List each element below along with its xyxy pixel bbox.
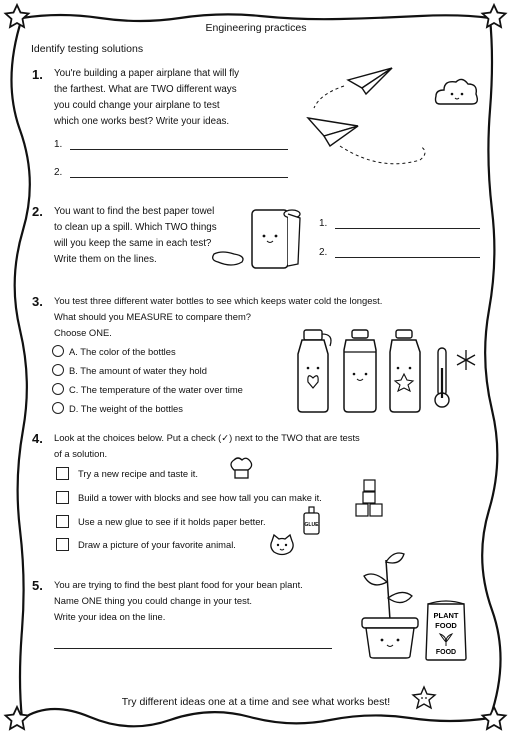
question-5-text: You are trying to find the best plant food for your bean plant. Name ONE thing you could change in your test. Write your idea on the line. [54,579,303,622]
checkbox[interactable] [56,467,69,480]
checkbox[interactable] [56,538,69,551]
cloud-icon [434,76,480,108]
choice-recipe[interactable]: Try a new recipe and taste it. [56,467,198,480]
question-3-number: 3. [32,294,43,309]
glue-bottle-icon [302,506,322,536]
footer-tip: Try different ideas one at a time and see what works best! [121,696,391,708]
question-1-number: 1. [32,67,43,82]
cat-icon [268,533,296,557]
choice-glue[interactable]: Use a new glue to see if it holds paper better. [56,515,266,528]
question-2-answer-1-line[interactable] [335,228,480,229]
glue-label: GLUE [304,522,319,528]
question-1-answer-2-label: 2. [54,167,63,178]
option-c[interactable]: C. The temperature of the water over time [52,383,243,395]
question-5-answer-line[interactable] [54,648,332,649]
bag-label-1: PLANT [433,611,459,620]
chef-hat-icon [228,456,254,482]
checkbox[interactable] [56,491,69,504]
question-5-number: 5. [32,578,43,593]
radio-button[interactable] [52,402,64,414]
question-2-answer-1-label: 1. [319,218,328,229]
page-title: Engineering practices [205,22,307,34]
question-2-answer-2-line[interactable] [335,257,480,258]
bag-label-2: FOOD [435,621,457,630]
question-4-text: Look at the choices below. Put a check (✓) next to the TWO that are tests of a solution. [54,432,360,459]
star-face-icon [412,686,436,710]
question-2-answer-2-label: 2. [319,247,328,258]
question-1-text: You're building a paper airplane that will fly the farthest. What are TWO different ways you could change your airplane to test which one works best? Write your ideas. [54,68,240,127]
bag-label-3: FOOD [435,649,457,656]
potted-plant-icon [356,548,426,662]
radio-button[interactable] [52,383,64,395]
blocks-icon [354,478,386,518]
plant-food-bag-icon [424,598,468,662]
radio-button[interactable] [52,364,64,376]
water-bottles-icon [294,328,484,414]
option-a[interactable]: A. The color of the bottles [52,345,176,357]
radio-button[interactable] [52,345,64,357]
snowflake-icon [457,350,475,370]
option-b[interactable]: B. The amount of water they hold [52,364,207,376]
question-1-answer-2-line[interactable] [70,177,288,178]
question-2-number: 2. [32,204,43,219]
checkbox[interactable] [56,515,69,528]
question-1-answer-1-line[interactable] [70,149,288,150]
question-4-number: 4. [32,431,43,446]
paper-towel-icon [206,206,306,272]
question-2-text: You want to find the best paper towel to clean up a spill. Which TWO things will you keep the same in each test? Write them on the lines. [54,206,217,265]
option-d[interactable]: D. The weight of the bottles [52,402,183,414]
choice-tower[interactable]: Build a tower with blocks and see how tall you can make it. [56,491,322,504]
question-1-answer-1-label: 1. [54,139,63,150]
page-subtitle: Identify testing solutions [31,43,144,55]
choice-draw[interactable]: Draw a picture of your favorite animal. [56,538,236,551]
question-3-text: You test three different water bottles to see which keeps water cold the longest. What should you MEASURE to compare them? Choose ONE. [54,295,383,338]
